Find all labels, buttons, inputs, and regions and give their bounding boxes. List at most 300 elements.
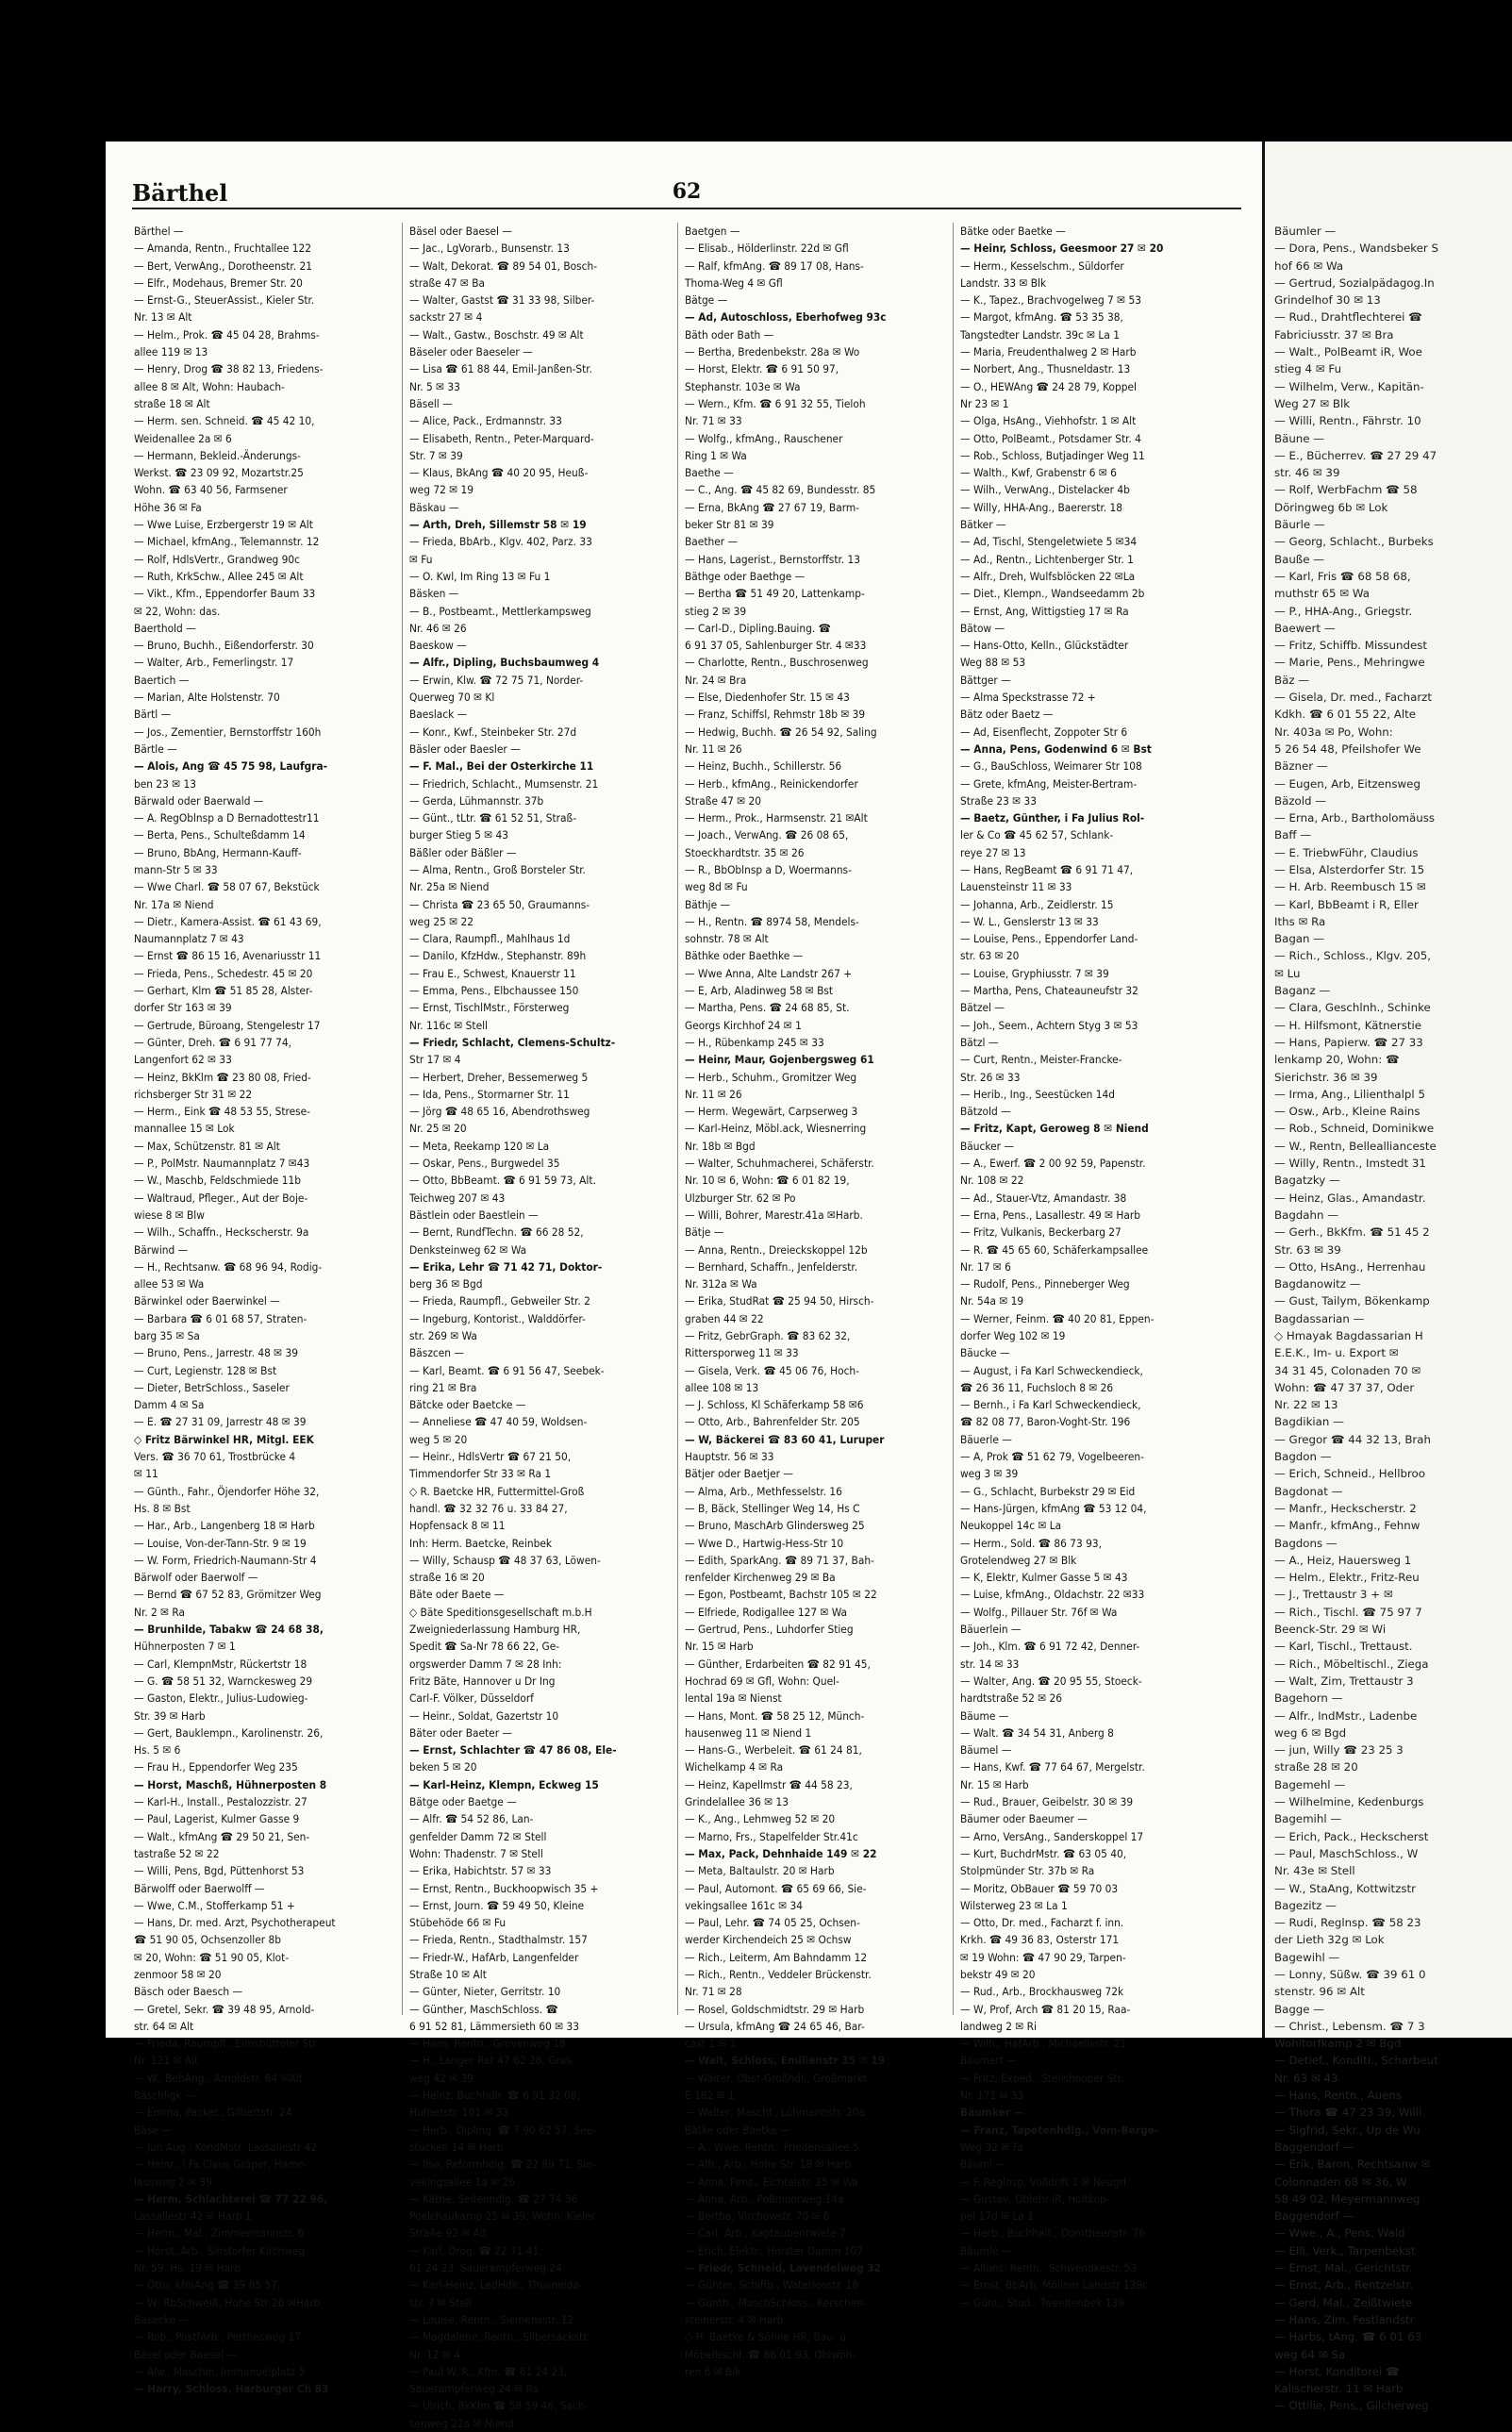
adjacent-entry: Bäumler — (1274, 225, 1337, 238)
directory-entry: — Har., Arb., Langenberg 18 ✉ Harb (134, 1519, 315, 1533)
directory-entry: — Bert, VerwAng., Dorotheenstr. 21 (134, 258, 312, 273)
surname-heading: Bäumer oder Baeumer — (960, 1812, 1088, 1826)
directory-entry: ◇ R. Baetcke HR, Futtermittel-Groß (409, 1484, 585, 1498)
directory-entry-continuation: Querweg 70 ✉ Kl (409, 691, 495, 705)
directory-entry-continuation: graben 44 ✉ 22 (685, 1311, 764, 1325)
directory-entry-continuation: Vers. ☎ 36 70 61, Trostbrücke 4 (134, 1450, 296, 1464)
directory-entry-continuation: ✉ 22, Wohn: das. (134, 604, 221, 618)
directory-entry: — Herm., Eink ☎ 48 53 55, Strese- (134, 1105, 310, 1119)
adjacent-entry: Bäzner — (1274, 759, 1328, 774)
adjacent-entry: Baggendorf — (1274, 2140, 1354, 2154)
adjacent-entry: — Rob., Schneid, Dominikwe (1274, 1122, 1435, 1136)
directory-entry-continuation: Werkst. ☎ 23 09 92, Mozartstr.25 (134, 466, 304, 480)
directory-entry: — Louise, Rentn., Siemensstr. 12 (409, 2312, 574, 2326)
directory-entry: — Bertha, Bredenbekstr. 28a ✉ Wo (685, 345, 860, 359)
directory-entry-continuation: Stübehöde 66 ✉ Fu (409, 1916, 507, 1930)
directory-entry: — Meta, Reekamp 120 ✉ La (409, 1139, 550, 1153)
directory-entry: — Brunhilde, Tabakw ☎ 24 68 38, (134, 1623, 324, 1637)
adjacent-entry: — Walt., PolBeamt iR, Woe (1274, 345, 1422, 359)
directory-entry: — Herbert, Dreher, Bessemerweg 5 (409, 1070, 589, 1084)
adjacent-entry: — Ottilie, Pens., Gilcherweg (1274, 2399, 1429, 2413)
directory-entry-continuation: Hufnerstr. 101 ✉ 33 (409, 2106, 509, 2120)
directory-entry-continuation: Weg 88 ✉ 53 (960, 656, 1026, 670)
surname-heading: Bäucker — (960, 1139, 1014, 1153)
adjacent-entry: Nr. 43e ✉ Stell (1274, 1864, 1355, 1878)
directory-entry-continuation: straße 18 ✉ Alt (134, 396, 210, 410)
adjacent-entry: Sierichstr. 36 ✉ 39 (1274, 1070, 1378, 1084)
adjacent-entry: Bagdonat — (1274, 1484, 1343, 1498)
directory-entry-continuation: Grindelallee 36 ✉ 13 (685, 1795, 789, 1809)
adjacent-entry: stieg 4 ✉ Fu (1274, 362, 1342, 376)
directory-entry: — Berta, Pens., Schulteßdamm 14 (134, 828, 306, 842)
directory-entry: — Gretel, Sekr. ☎ 39 48 95, Arnold- (134, 2002, 315, 2016)
directory-entry: — Christa ☎ 23 65 50, Graumanns- (409, 897, 590, 911)
adjacent-entry: Bagemihl — (1274, 1812, 1342, 1826)
directory-entry-continuation: Langenfort 62 ✉ 33 (134, 1053, 232, 1067)
surname-heading: Bäsch oder Baesch — (134, 1985, 243, 1999)
directory-entry: — Ad, Tischl, Stengeletwiete 5 ✉34 (960, 535, 1138, 549)
directory-entry: — Louise, Von-der-Tann-Str. 9 ✉ 19 (134, 1536, 307, 1550)
surname-heading: Baeskow — (409, 639, 467, 653)
adjacent-entry: — Karl, BbBeamt i R, Eller (1274, 897, 1419, 911)
directory-entry: ◇ H. Baetke & Söhne HR, Bau- u. (685, 2330, 850, 2344)
directory-entry-continuation: Str. 26 ✉ 33 (960, 1070, 1021, 1084)
directory-entry-continuation: Str. 7 ✉ 39 (409, 448, 463, 462)
adjacent-entry: Bäune — (1274, 431, 1325, 445)
adjacent-entry: — Elli, Verk., Tarpenbekst (1274, 2243, 1416, 2257)
directory-entry: — K, Elektr, Kulmer Gasse 5 ✉ 43 (960, 1571, 1128, 1585)
directory-entry: — Otto, Arb., Bahrenfelder Str. 205 (685, 1415, 860, 1429)
page-number: 62 (672, 179, 702, 204)
surname-heading: Bäucke — (960, 1346, 1010, 1360)
directory-entry: — K., Tapez., Brachvogelweg 7 ✉ 53 (960, 293, 1141, 308)
directory-entry-continuation: genfelder Damm 72 ✉ Stell (409, 1829, 547, 1843)
directory-entry: — Kurt, BuchdrMstr. ☎ 63 05 40, (960, 1846, 1127, 1860)
directory-entry-continuation: straße 47 ✉ Ba (409, 275, 486, 290)
adjacent-entry: muthstr 65 ✉ Wa (1274, 587, 1370, 601)
directory-entry: — Herb., Buchhalt., Dorotheenstr. 76 (960, 2226, 1145, 2240)
directory-entry: — Hans-Otto, Kelln., Glückstädter (960, 639, 1129, 653)
directory-entry: — Hans, Mont. ☎ 58 25 12, Münch- (685, 1708, 865, 1723)
directory-entry: — Oskar, Pens., Burgwedel 35 (409, 1157, 560, 1171)
directory-entry-continuation: Wichelkamp 4 ✉ Ra (685, 1760, 784, 1774)
directory-entry-continuation: stieg 2 ✉ 39 (685, 604, 747, 618)
surname-heading: Bätjer oder Baetjer — (685, 1467, 793, 1481)
directory-entry: — Karl, Beamt. ☎ 6 91 56 47, Seebek- (409, 1363, 605, 1377)
surname-heading: Bäthje — (685, 897, 731, 911)
adjacent-entry: Fabriciusstr. 37 ✉ Bra (1274, 327, 1394, 341)
directory-entry-continuation: weg 3 ✉ 39 (960, 1467, 1019, 1481)
directory-entry: — Rolf, HdlsVertr., Grandweg 90c (134, 552, 300, 566)
adjacent-entry: — Otto, HsAng., Herrenhau (1274, 1259, 1426, 1274)
directory-entry: — Günther, MaschSchloss. ☎ (409, 2002, 558, 2016)
directory-entry: — Danilo, KfzHdw., Stephanstr. 89h (409, 949, 587, 963)
directory-entry-continuation: Nr. 11 ✉ 26 (685, 741, 742, 756)
directory-entry: — Bertha, Virchowstr. 70 ✉ 6 (685, 2209, 830, 2224)
adjacent-entry: — Rich., Möbeltischl., Ziega (1274, 1657, 1429, 1671)
directory-entry: — Walter, Ang. ☎ 20 95 55, Stoeck- (960, 1674, 1142, 1688)
directory-entry-continuation: landweg 2 ✉ Ri (960, 2019, 1037, 2033)
directory-entry: — Else, Diedenhofer Str. 15 ✉ 43 (685, 691, 850, 705)
directory-entry: — Ad, Autoschloss, Eberhofweg 93c (685, 310, 887, 325)
directory-entry-continuation: Nr. 11 ✉ 26 (685, 1087, 742, 1101)
directory-entry: — Wilh., HafArb., Michaelisstr. 21 (960, 2037, 1126, 2051)
adjacent-entry: Iths ✉ Ra (1274, 914, 1326, 928)
directory-entry: — Ernst, Ang, Wittigstieg 17 ✉ Ra (960, 604, 1129, 618)
directory-entry: — Willi, Bohrer, Marestr.41a ✉Harb. (685, 1208, 863, 1222)
directory-entry-continuation: Nr. 5 ✉ 33 (409, 379, 460, 393)
directory-entry: — Erika, Lehr ☎ 71 42 71, Doktor- (409, 1259, 603, 1274)
page-header (132, 175, 1241, 209)
directory-entry: — Emma, Pens., Elbchaussee 150 (409, 984, 579, 998)
directory-entry-continuation: Nr. 25 ✉ 20 (409, 1122, 467, 1136)
directory-entry: — Willy, HHA-Ang., Baererstr. 18 (960, 500, 1122, 514)
directory-entry: — Herb., Schuhm., Gromitzer Weg (685, 1070, 857, 1084)
directory-entry-continuation: senweg 22a ✉ Niend (409, 2416, 514, 2430)
surname-heading: Bäumert — (960, 2054, 1017, 2068)
directory-entry: — Ad, Eisenflecht, Zoppoter Str 6 (960, 725, 1128, 739)
directory-entry: — Wwe, C.M., Stofferkamp 51 + (134, 1898, 295, 1912)
adjacent-entry: Bagehorn — (1274, 1691, 1343, 1706)
surname-heading: Bäszcen — (409, 1346, 464, 1360)
directory-entry-continuation: Nr. 12 ✉ 4 (409, 2347, 460, 2361)
directory-entry: — Erich, Elektr., Horster Damm 107 (685, 2243, 863, 2257)
directory-entry: — Ad., Stauer-Vtz, Amandastr. 38 (960, 1191, 1127, 1205)
directory-entry-continuation: Nr. 46 ✉ 26 (409, 621, 467, 635)
directory-entry: — Horst, Maschß, Hühnerposten 8 (134, 1777, 327, 1791)
directory-entry: — Bruno, Pens., Jarrestr. 48 ✉ 39 (134, 1346, 298, 1360)
directory-entry-continuation: lental 19a ✉ Nienst (685, 1691, 782, 1706)
directory-entry: — Walter, Schuhmacherei, Schäferstr. (685, 1157, 874, 1171)
directory-entry-continuation: Nr. 17a ✉ Niend (134, 897, 214, 911)
directory-entry: — Heinz, Buchhdlr. ☎ 6 91 32 08, (409, 2089, 580, 2103)
directory-entry-continuation: str. 63 ✉ 20 (960, 949, 1020, 963)
directory-entry: — Herm, Schlachterei ☎ 77 22 96, (134, 2191, 328, 2206)
adjacent-entry: — Georg, Schlacht., Burbeks (1274, 535, 1434, 549)
directory-entry: — jun Aug., KondMstr, Lassallestr 42 (134, 2140, 318, 2154)
surname-heading: Bäthge oder Baethge — (685, 569, 806, 583)
directory-entry: — Louise, Pens., Eppendorfer Land- (960, 932, 1138, 946)
directory-entry-continuation: ☎ 26 36 11, Fuchsloch 8 ✉ 26 (960, 1380, 1114, 1394)
directory-entry: — Rich., Leiterm, Am Bahndamm 12 (685, 1950, 868, 1964)
surname-heading: Bäseler oder Baeseler — (409, 345, 533, 359)
adjacent-entry: — Hans, Zim, Festlandstr (1274, 2312, 1415, 2326)
directory-entry-continuation: Straße 47 ✉ 20 (685, 793, 761, 808)
surname-heading: Bärwolff oder Baerwolff — (134, 1881, 265, 1895)
directory-entry: — Rudolf, Pens., Pinneberger Weg (960, 1277, 1130, 1291)
directory-entry: — Rob., PostfArb., Perthesweg 17 (134, 2330, 302, 2344)
directory-entry-continuation: Nr. 17 ✉ 6 (960, 1259, 1011, 1274)
directory-entry: — Otto, BbBeamt. ☎ 6 91 59 73, Alt. (409, 1174, 596, 1188)
directory-entry: — Wern., Kfm. ☎ 6 91 32 55, Tieloh (685, 396, 866, 410)
directory-entry: — Erwin, Klw. ☎ 72 75 71, Norder- (409, 673, 584, 687)
directory-entry: — Erika, StudRat ☎ 25 94 50, Hirsch- (685, 1294, 874, 1308)
directory-page (106, 142, 1266, 2430)
adjacent-entry: — Hans, Papierw. ☎ 27 33 (1274, 1035, 1423, 1049)
directory-entry: — Heinz, Buchh., Schillerstr. 56 (685, 759, 842, 774)
directory-entry: — Ingeburg, Kontorist., Walddörfer- (409, 1311, 586, 1325)
directory-entry: ◇ Fritz Bärwinkel HR, Mitgl. EEK (134, 1432, 314, 1446)
directory-entry: — G., Schlacht, Burbekstr 29 ✉ Eid (960, 1484, 1136, 1498)
directory-entry-continuation: beken 5 ✉ 20 (409, 1760, 477, 1774)
directory-entry: — Walt. ☎ 34 54 31, Anberg 8 (960, 1725, 1114, 1740)
directory-entry: — Alfr. ☎ 54 52 86, Lan- (409, 1812, 534, 1826)
directory-entry-continuation: ✉ Fu (409, 552, 433, 566)
directory-entry-continuation: Spedit ☎ Sa-Nr 78 66 22, Ge- (409, 1640, 560, 1654)
directory-column-2 (409, 223, 672, 2430)
adjacent-entry: straße 28 ✉ 20 (1274, 1760, 1358, 1774)
surname-heading: Bäsler oder Baesler — (409, 741, 521, 756)
directory-entry-continuation: Rittersporweg 11 ✉ 33 (685, 1346, 799, 1360)
surname-heading: Bätzold — (960, 1105, 1011, 1119)
directory-entry: — Ralf, kfmAng. ☎ 89 17 08, Hans- (685, 258, 864, 273)
adjacent-entry: Bagemehl — (1274, 1777, 1346, 1791)
directory-entry-continuation: Straße 10 ✉ Alt (409, 1967, 487, 1981)
directory-entry: — Max, Schützenstr. 81 ✉ Alt (134, 1139, 280, 1153)
directory-entry-continuation: Nr. 13 ✉ Alt (134, 310, 192, 325)
directory-entry-continuation: wiese 8 ✉ Blw (134, 1208, 205, 1222)
directory-entry: — Walt, Dekorat. ☎ 89 54 01, Bosch- (409, 258, 598, 273)
adjacent-entry: 58 49 02, Meyermannweg (1274, 2191, 1421, 2206)
directory-entry: — Paul W. R., Kfm. ☎ 61 24 23, (409, 2364, 568, 2378)
directory-entry: — Louise, Gryphiusstr. 7 ✉ 39 (960, 966, 1109, 980)
directory-entry: — Olga, HsAng., Viehhofstr. 1 ✉ Alt (960, 414, 1137, 428)
column-divider (677, 223, 678, 2015)
directory-entry: — W, RbSchweiß, Hohe Str 26 ✉Harb (134, 2295, 321, 2309)
directory-entry: — Heinr., i Fa Claus Gräper, Hame- (134, 2157, 307, 2172)
adjacent-entry: — Wwe., A., Pens, Wald (1274, 2226, 1405, 2240)
directory-entry: — Bernd ☎ 67 52 83, Grömitzer Weg (134, 1588, 322, 1602)
directory-entry: — Clara, Raumpfl., Mahlhaus 1d (409, 932, 571, 946)
directory-entry: — Alois, Ang ☎ 45 75 98, Laufgra- (134, 759, 328, 774)
adjacent-entry: — Wilhelmine, Kedenburgs (1274, 1795, 1424, 1809)
directory-entry-continuation: Hopfensack 8 ✉ 11 (409, 1519, 506, 1533)
surname-heading: Bäsel oder Baesel — (409, 225, 512, 238)
directory-entry: — Paul, Lagerist, Kulmer Gasse 9 (134, 1812, 300, 1826)
directory-entry-continuation: lausweg 2 ✉ 39 (134, 2174, 212, 2189)
directory-entry-continuation: ✉ 20, Wohn: ☎ 51 90 05, Klot- (134, 1950, 290, 1964)
surname-heading: Bäßler oder Bäßler — (409, 845, 517, 859)
directory-entry: — E, Arb, Aladinweg 58 ✉ Bst (685, 984, 834, 998)
directory-entry: — Bernh., i Fa Karl Schweckendieck, (960, 1398, 1141, 1412)
directory-entry-continuation: Krkh. ☎ 49 36 83, Osterstr 171 (960, 1933, 1120, 1947)
surname-heading: Bäth oder Bath — (685, 327, 774, 341)
adjacent-entry: Kalischerstr. 11 ✉ Harb (1274, 2382, 1404, 2396)
directory-entry-continuation: Str. 39 ✉ Harb (134, 1708, 206, 1723)
surname-heading: Bätzl — (960, 1035, 999, 1049)
directory-entry-continuation: orgswerder Damm 7 ✉ 28 Inh: (409, 1657, 562, 1671)
directory-entry-continuation: cast 1 ✉ 1 (685, 2037, 737, 2051)
adjacent-entry: — Thora ☎ 47 23 39, Willi (1274, 2106, 1422, 2120)
directory-entry: — Konr., Kwf., Steinbeker Str. 27d (409, 725, 577, 739)
adjacent-entry: Wohn: ☎ 47 37 37, Oder (1274, 1380, 1415, 1394)
adjacent-entry: — H. Hilfsmont, Kätnerstie (1274, 1018, 1422, 1032)
directory-entry: — Gustav, Oblehr iR, Holtkop- (960, 2191, 1110, 2206)
surname-heading: Bäsecke — (134, 2312, 189, 2326)
directory-entry-continuation: Thoma-Weg 4 ✉ Gfl (685, 275, 783, 290)
directory-entry-continuation: str. 14 ✉ 33 (960, 1657, 1020, 1671)
directory-entry-continuation: Nr. 71 ✉ 33 (685, 414, 742, 428)
directory-entry: — Friedr, Schlacht, Clemens-Schultz- (409, 1035, 616, 1049)
directory-entry: — Harry, Schloss, Harburger Ch 83 (134, 2382, 329, 2396)
directory-entry-continuation: Str 17 ✉ 4 (409, 1053, 461, 1067)
adjacent-entry: Bagdassarian — (1274, 1311, 1365, 1325)
adjacent-entry: — Gertrud, Sozialpädagog.In (1274, 275, 1435, 290)
adjacent-entry: — Ernst, Mal., Gerichtstr. (1274, 2261, 1413, 2275)
directory-entry: — Klaus, BkAng ☎ 40 20 95, Heuß- (409, 466, 589, 480)
directory-entry-continuation: Nr. 25a ✉ Niend (409, 880, 490, 894)
directory-entry: — Walter, Arb., Femerlingstr. 17 (134, 656, 294, 670)
adjacent-entry: — E., Bücherrev. ☎ 27 29 47 (1274, 448, 1437, 462)
directory-entry-continuation: reye 27 ✉ 13 (960, 845, 1026, 859)
directory-entry: — Alma, Arb., Methfesselstr. 16 (685, 1484, 842, 1498)
surname-heading: Bäsel oder Baesel — (134, 2347, 237, 2361)
directory-entry: — Otto, Dr. med., Facharzt f. inn. (960, 1916, 1124, 1930)
adjacent-entry: Bagatzky — (1274, 1174, 1340, 1188)
directory-entry: — J. Schloss, Kl Schäferkamp 58 ✉6 (685, 1398, 864, 1412)
directory-entry: — Gisela, Verk. ☎ 45 06 76, Hoch- (685, 1363, 859, 1377)
adjacent-entry: weg 6 ✉ Bgd (1274, 1725, 1347, 1740)
directory-entry: — Alma, Rentn., Groß Borsteler Str. (409, 862, 586, 876)
directory-entry-continuation: Neukoppel 14c ✉ La (960, 1519, 1062, 1533)
directory-entry: — Friedr, Schneid, Lavendelweg 32 (685, 2261, 882, 2275)
directory-entry: — Ilse, Reformhdlg. ☎ 22 89 71, Sie- (409, 2157, 596, 2172)
directory-entry-continuation: Nr. 312a ✉ Wa (685, 1277, 757, 1291)
column-divider (953, 223, 954, 2015)
directory-entry-continuation: berg 36 ✉ Bgd (409, 1277, 483, 1291)
directory-entry: — Karl-H., Install., Pestalozzistr. 27 (134, 1795, 307, 1809)
directory-entry-continuation: vekingsallee 161c ✉ 34 (685, 1898, 803, 1912)
directory-entry-continuation: handl. ☎ 32 32 76 u. 33 84 27, (409, 1501, 568, 1515)
adjacent-entry: — Gerd, Mal., Zeißtwiete (1274, 2295, 1413, 2309)
adjacent-entry: — Erik, Baron, Rechtsanw ✉ (1274, 2157, 1431, 2172)
surname-heading: Bäse — (134, 2123, 172, 2137)
directory-entry-continuation: ben 23 ✉ 13 (134, 776, 197, 791)
surname-heading: Baether — (685, 535, 739, 549)
directory-entry: — Lisa ☎ 61 88 44, Emil-Janßen-Str. (409, 362, 592, 376)
directory-entry: — Hans, Lagerist., Bernstorffstr. 13 (685, 552, 861, 566)
directory-entry: — Gert, Bauklempn., Karolinenstr. 26, (134, 1725, 324, 1740)
directory-entry: — W. Form, Friedrich-Naumann-Str 4 (134, 1553, 317, 1567)
surname-heading: Bäter oder Baeter — (409, 1725, 513, 1740)
directory-entry: — Ruth, KrkSchw., Allee 245 ✉ Alt (134, 569, 304, 583)
directory-entry-continuation: Naumannplatz 7 ✉ 43 (134, 932, 244, 946)
directory-entry: — Friedrich, Schlacht., Mumsenstr. 21 (409, 776, 599, 791)
adjacent-entry: Bagdikian — (1274, 1415, 1344, 1429)
adjacent-entry: Döringweg 6b ✉ Lok (1274, 500, 1388, 514)
directory-entry-continuation: stücken 14 ✉ Harb (409, 2140, 504, 2154)
directory-entry: — Egon, Postbeamt, Bachstr 105 ✉ 22 (685, 1588, 877, 1602)
directory-entry-continuation: Nr. 54a ✉ 19 (960, 1294, 1024, 1308)
adjacent-entry: — E. TriebwFühr, Claudius (1274, 845, 1419, 859)
directory-entry: — Curt, Rentn., Meister-Francke- (960, 1053, 1122, 1067)
adjacent-entry: 5 26 54 48, Pfeilshofer We (1274, 741, 1421, 756)
directory-entry: — W. L., Genslerstr 13 ✉ 33 (960, 914, 1099, 928)
adjacent-entry: — Rich., Tischl. ☎ 75 97 7 (1274, 1605, 1422, 1619)
adjacent-entry: — Clara, Geschlnh., Schinke (1274, 1001, 1431, 1015)
surname-heading: Bätcke oder Baetcke — (409, 1398, 526, 1412)
directory-entry: — Günth., Fahr., Öjendorfer Höhe 32, (134, 1484, 320, 1498)
directory-entry: — Paul, Automont. ☎ 65 69 66, Sie- (685, 1881, 867, 1895)
directory-entry: — Joh., Klm. ☎ 6 91 72 42, Denner- (960, 1640, 1140, 1654)
directory-entry: — Max, Pack, Dehnhaide 149 ✉ 22 (685, 1846, 877, 1860)
adjacent-entry: Str. 63 ✉ 39 (1274, 1242, 1341, 1257)
adjacent-entry: — Karl, Fris ☎ 68 58 68, (1274, 569, 1411, 583)
directory-entry: — Hans-G., Werbeleit. ☎ 61 24 81, (685, 1743, 862, 1757)
directory-entry-continuation: Nr. 171 ✉ 33 (960, 2089, 1024, 2103)
surname-heading: Bärwald oder Baerwald — (134, 793, 264, 808)
directory-entry: — Franz, Schiffsl, Rehmstr 18b ✉ 39 (685, 708, 866, 722)
directory-entry: — Dieter, BetrSchloss., Saseler (134, 1380, 290, 1394)
directory-entry: — Karl-Heinz, Möbl.ack, Wiesnerring (685, 1122, 867, 1136)
directory-entry-continuation: hardtstraße 52 ✉ 26 (960, 1691, 1063, 1706)
adjacent-entry: Weg 27 ✉ Blk (1274, 396, 1351, 410)
directory-entry: — Hans-Jürgen, kfmAng ☎ 53 12 04, (960, 1501, 1147, 1515)
directory-entry-continuation: weg 42 ✉ 39 (409, 2071, 474, 2085)
directory-entry: — Herb., Dipling. ☎ 7 90 62 57, See- (409, 2123, 597, 2137)
directory-entry-continuation: str. 269 ✉ Wa (409, 1329, 477, 1342)
directory-entry-continuation: Straße 23 ✉ 33 (960, 793, 1037, 808)
adjacent-entry: — Fritz, Schiffb. Missundest (1274, 639, 1427, 653)
adjacent-entry: — Manfr., kfmAng., Fehnw (1274, 1519, 1421, 1533)
directory-entry: — Alice, Pack., Erdmannstr. 33 (409, 414, 562, 428)
directory-entry: — Walter, Gastst ☎ 31 33 98, Silber- (409, 293, 595, 308)
directory-entry: — Günter, Schiffb., Waterloostr. 18 (685, 2278, 859, 2292)
directory-entry: — O. Kwl, Im Ring 13 ✉ Fu 1 (409, 569, 551, 583)
adjacent-page-column (1274, 223, 1510, 2415)
directory-entry-continuation: Lassallestr 42 ✉ Harb 1 (134, 2209, 252, 2224)
surname-heading: Bätz oder Baetz — (960, 708, 1054, 722)
directory-entry-continuation: richsberger Str 31 ✉ 22 (134, 1087, 253, 1101)
directory-entry: — Carl, KlempnMstr, Rückertstr 18 (134, 1657, 307, 1671)
adjacent-entry: — Christ., Lebensm. ☎ 7 3 (1274, 2019, 1425, 2033)
adjacent-entry: — P., HHA-Ang., Griegstr. (1274, 604, 1413, 618)
directory-entry: — Erna, Pens., Lasallestr. 49 ✉ Harb (960, 1208, 1140, 1222)
directory-entry: — Karl, Drog. ☎ 22 71 41, (409, 2243, 542, 2257)
surname-heading: Bäsken — (409, 587, 459, 601)
directory-entry-continuation: Nr. 116c ✉ Stell (409, 1018, 489, 1032)
adjacent-entry: — Elsa, Alsterdorfer Str. 15 (1274, 862, 1425, 876)
adjacent-entry: — Eugen, Arb, Eitzensweg (1274, 776, 1421, 791)
directory-entry: — Dietr., Kamera-Assist. ☎ 61 43 69, (134, 914, 322, 928)
surname-heading: Bätzel — (960, 1001, 1005, 1015)
directory-entry: — Paul, Lehr. ☎ 74 05 25, Ochsen- (685, 1916, 860, 1930)
directory-entry-continuation: pel 17d ✉ La 1 (960, 2209, 1034, 2224)
directory-entry: — H., Rübenkamp 245 ✉ 33 (685, 1035, 824, 1049)
adjacent-entry: der Lieth 32g ✉ Lok (1274, 1933, 1385, 1947)
directory-entry: — Ida, Pens., Stormarner Str. 11 (409, 1087, 570, 1101)
directory-entry-continuation: dorfer Weg 102 ✉ 19 (960, 1329, 1066, 1342)
directory-entry: — Herm. sen. Schneid. ☎ 45 42 10, (134, 414, 315, 428)
directory-entry: — G., BauSchloss, Weimarer Str 108 (960, 759, 1142, 774)
surname-heading: Baeslack — (409, 708, 468, 722)
directory-entry: — Fritz, Kapt, Geroweg 8 ✉ Niend (960, 1122, 1149, 1136)
directory-entry: — Rosel, Goldschmidtstr. 29 ✉ Harb (685, 2002, 865, 2016)
directory-entry-continuation: straße 16 ✉ 20 (409, 1571, 485, 1585)
directory-entry-continuation: Grotelendweg 27 ✉ Blk (960, 1553, 1077, 1567)
directory-entry: — W, Prof, Arch ☎ 81 20 15, Raa- (960, 2002, 1131, 2016)
adjacent-entry: — Erna, Arb., Bartholomäuss (1274, 811, 1435, 825)
directory-entry-continuation: Hs. 8 ✉ Bst (134, 1501, 191, 1515)
directory-entry-continuation: Ulzburger Str. 62 ✉ Po (685, 1191, 796, 1205)
directory-entry: — Wwe Luise, Erzbergerstr 19 ✉ Alt (134, 518, 313, 532)
directory-entry-continuation: Nr 23 ✉ 1 (960, 396, 1009, 410)
directory-entry: — K., Ang., Lehmweg 52 ✉ 20 (685, 1812, 836, 1826)
directory-entry: — G. ☎ 58 51 32, Warnckesweg 29 (134, 1674, 313, 1688)
directory-entry: — Magdalene, Rentn., Silbersackstr. (409, 2330, 590, 2344)
directory-entry: — Frieda, Raumpfl., Gebweiler Str. 2 (409, 1294, 590, 1308)
directory-entry: — Ernst, Rentn., Buckhoopwisch 35 + (409, 1881, 599, 1895)
